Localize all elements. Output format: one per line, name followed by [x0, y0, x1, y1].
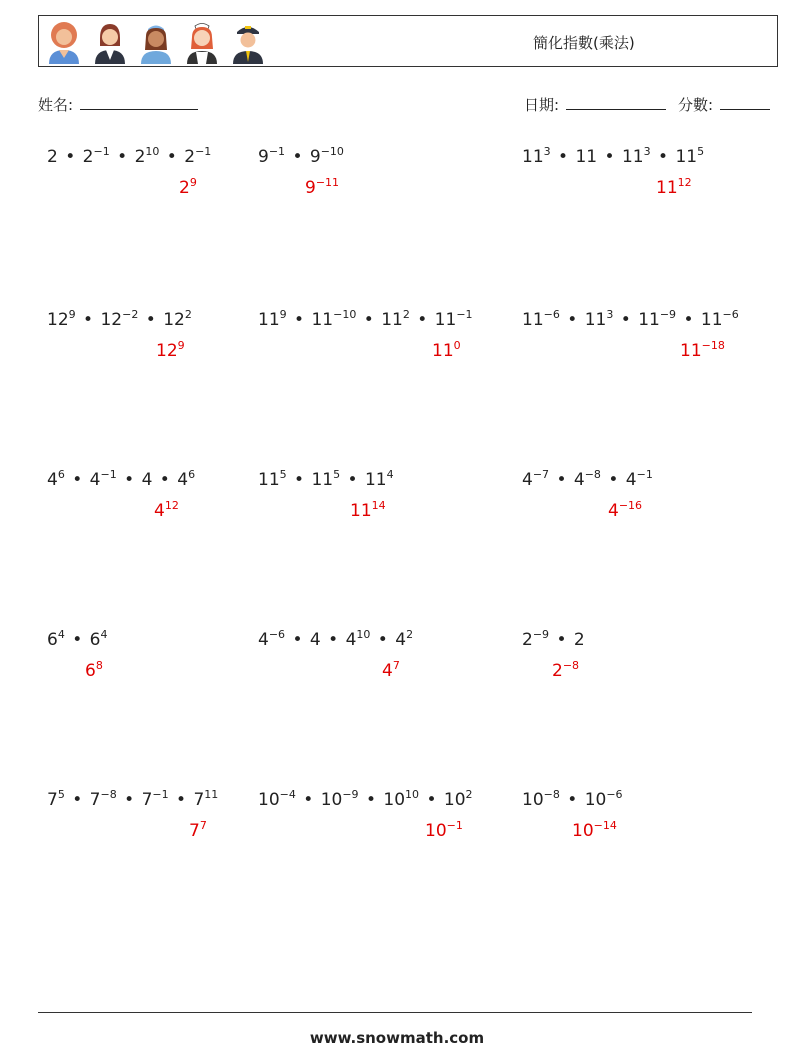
exponent: −6: [268, 628, 286, 641]
base: 11: [675, 147, 698, 167]
exponent: −8: [100, 788, 117, 801]
base: 9: [258, 147, 269, 167]
power-term: [47, 310, 76, 330]
multiply-dot: •: [161, 147, 183, 167]
answer-power: [85, 661, 103, 681]
exponent: 6: [57, 468, 65, 481]
problem-expression: [522, 630, 585, 650]
answer-power: [425, 821, 463, 841]
power-term: [585, 790, 623, 810]
power-term: [142, 790, 169, 810]
exponent: 10: [405, 788, 420, 801]
base: 10: [522, 790, 544, 810]
problem-expression: [258, 147, 344, 167]
power-term: [47, 470, 65, 490]
base: 11: [258, 470, 280, 490]
multiply-dot: •: [602, 470, 624, 490]
answer-power: [156, 341, 185, 361]
date-label: 日期:: [524, 96, 560, 114]
exponent: −18: [701, 339, 725, 352]
problem-expression: [47, 790, 218, 810]
base: 4: [573, 470, 585, 490]
exponent: −9: [659, 308, 677, 321]
power-term: [310, 630, 321, 650]
base: 11: [522, 147, 544, 167]
power-term: [90, 630, 108, 650]
base: 4: [141, 470, 153, 490]
power-term: [47, 790, 65, 810]
multiply-dot: •: [652, 147, 674, 167]
score-field: [678, 94, 770, 115]
base: 7: [189, 821, 200, 841]
power-term: [258, 310, 287, 330]
exponent: −8: [562, 659, 580, 672]
nurse-avatar-icon: [137, 20, 175, 64]
multiply-dot: •: [118, 470, 140, 490]
power-term: [163, 310, 192, 330]
base: 4: [395, 630, 407, 650]
multiply-dot: •: [287, 147, 308, 167]
exponent: 4: [100, 628, 108, 641]
power-term: [100, 310, 138, 330]
exponent: 2: [184, 308, 192, 321]
problem-expression: [47, 630, 108, 650]
base: 2: [552, 661, 563, 681]
power-term: [574, 630, 585, 650]
multiply-dot: •: [170, 790, 192, 810]
answer-power: [350, 501, 386, 521]
base: 2: [179, 178, 190, 198]
base: 4: [608, 501, 619, 521]
footer-url: www.snowmath.com: [309, 1029, 485, 1047]
power-term: [47, 147, 58, 167]
answer: [425, 821, 463, 841]
power-term: [258, 470, 287, 490]
base: 11: [700, 310, 723, 330]
exponent: 11: [204, 788, 219, 801]
multiply-dot: •: [358, 310, 380, 330]
base: 12: [47, 310, 69, 330]
power-term: [258, 790, 296, 810]
answer: [85, 661, 103, 681]
base: 7: [47, 790, 58, 810]
exponent: 2: [406, 628, 414, 641]
power-term: [142, 470, 153, 490]
date-line[interactable]: [566, 95, 666, 110]
base: 10: [320, 790, 343, 810]
answer: [156, 341, 185, 361]
exponent: 3: [543, 145, 551, 158]
exponent: −8: [543, 788, 560, 801]
exponent: 4: [386, 468, 394, 481]
power-term: [383, 790, 419, 810]
exponent: −7: [532, 468, 550, 481]
power-term: [701, 310, 739, 330]
base: 4: [625, 470, 637, 490]
exponent: −1: [268, 145, 286, 158]
exponent: 4: [57, 628, 65, 641]
base: 9: [305, 178, 316, 198]
multiply-dot: •: [66, 790, 88, 810]
power-term: [381, 310, 410, 330]
exponent: −14: [593, 819, 617, 832]
base: 11: [350, 501, 372, 521]
date-field: [524, 94, 666, 115]
multiply-dot: •: [561, 790, 583, 810]
exponent: 2: [465, 788, 473, 801]
multiply-dot: •: [342, 470, 363, 490]
exponent: −1: [456, 308, 473, 321]
answer: [305, 178, 339, 198]
multiply-dot: •: [140, 310, 162, 330]
base: 2: [184, 147, 196, 167]
base: 11: [522, 310, 544, 330]
businesswoman-avatar-icon: [91, 20, 129, 64]
exponent: −8: [584, 468, 601, 481]
power-term: [90, 470, 117, 490]
power-term: [177, 470, 195, 490]
maid-avatar-icon: [183, 20, 221, 64]
exponent: −10: [320, 145, 344, 158]
base: 2: [47, 147, 58, 167]
base: 4: [154, 501, 165, 521]
base: 2: [134, 147, 146, 167]
answer: [179, 178, 197, 198]
answer-power: [608, 501, 642, 521]
answer: [432, 341, 461, 361]
power-term: [626, 470, 653, 490]
exponent: −9: [532, 628, 550, 641]
multiply-dot: •: [154, 470, 176, 490]
footer-divider: [38, 1012, 752, 1013]
exponent: 9: [68, 308, 76, 321]
score-line[interactable]: [720, 95, 770, 110]
base: 6: [47, 630, 58, 650]
answer-power: [189, 821, 207, 841]
exponent: −10: [333, 308, 357, 321]
multiply-dot: •: [66, 470, 88, 490]
power-term: [395, 630, 413, 650]
power-term: [258, 630, 285, 650]
exponent: 7: [199, 819, 207, 832]
base: 11: [381, 310, 403, 330]
exponent: −11: [315, 176, 340, 189]
base: 10: [584, 790, 607, 810]
multiply-dot: •: [421, 790, 442, 810]
avatar-strip: [45, 20, 267, 64]
name-field: [38, 94, 198, 115]
problem-expression: [47, 147, 211, 167]
exponent: −6: [543, 308, 560, 321]
answer-power: [680, 341, 725, 361]
base: 11: [621, 147, 644, 167]
base: 4: [47, 470, 58, 490]
power-term: [435, 310, 473, 330]
name-label: 姓名:: [38, 96, 74, 114]
name-line[interactable]: [80, 95, 198, 110]
power-term: [184, 147, 211, 167]
exponent: 9: [189, 176, 197, 189]
power-term: [47, 630, 65, 650]
base: 11: [575, 147, 598, 167]
base: 4: [177, 470, 189, 490]
base: 7: [193, 790, 205, 810]
power-term: [365, 470, 394, 490]
header-box: [38, 15, 778, 67]
multiply-dot: •: [322, 630, 344, 650]
base: 11: [584, 310, 607, 330]
woman-avatar-icon: [45, 20, 83, 64]
answer: [608, 501, 642, 521]
answer: [656, 178, 692, 198]
base: 11: [434, 310, 457, 330]
answer-power: [572, 821, 617, 841]
exponent: −4: [279, 788, 296, 801]
multiply-dot: •: [678, 310, 699, 330]
power-term: [522, 147, 551, 167]
answer: [154, 501, 179, 521]
base: 11: [311, 470, 334, 490]
power-term: [311, 310, 356, 330]
base: 4: [89, 470, 101, 490]
answer: [189, 821, 207, 841]
answer-power: [305, 178, 339, 198]
multiply-dot: •: [59, 147, 81, 167]
answer-power: [154, 501, 179, 521]
base: 11: [364, 470, 387, 490]
exponent: 5: [333, 468, 341, 481]
power-term: [83, 147, 110, 167]
exponent: 9: [279, 308, 287, 321]
base: 10: [572, 821, 594, 841]
power-term: [135, 147, 160, 167]
exponent: −1: [195, 145, 212, 158]
exponent: 0: [453, 339, 461, 352]
exponent: −1: [636, 468, 653, 481]
base: 12: [100, 310, 123, 330]
base: 4: [522, 470, 533, 490]
base: 4: [345, 630, 357, 650]
problem-expression: [522, 470, 653, 490]
base: 12: [156, 341, 178, 361]
base: 4: [382, 661, 393, 681]
answer: [350, 501, 386, 521]
exponent: −1: [152, 788, 169, 801]
base: 10: [443, 790, 466, 810]
multiply-dot: •: [552, 147, 574, 167]
exponent: −1: [446, 819, 463, 832]
exponent: 7: [392, 659, 400, 672]
score-label: 分數:: [678, 96, 714, 114]
exponent: 5: [697, 145, 705, 158]
power-term: [522, 630, 549, 650]
power-term: [638, 310, 676, 330]
exponent: 2: [402, 308, 410, 321]
base: 10: [383, 790, 406, 810]
power-term: [574, 470, 601, 490]
worksheet-title: 簡化指數(乘法): [533, 34, 635, 52]
multiply-dot: •: [372, 630, 394, 650]
exponent: −1: [100, 468, 117, 481]
problem-expression: [522, 790, 623, 810]
base: 6: [89, 630, 101, 650]
power-term: [622, 147, 651, 167]
multiply-dot: •: [615, 310, 637, 330]
exponent: −9: [342, 788, 359, 801]
exponent: −6: [722, 308, 739, 321]
base: 7: [89, 790, 101, 810]
exponent: −6: [606, 788, 623, 801]
answer: [680, 341, 725, 361]
answer-power: [656, 178, 692, 198]
exponent: 14: [371, 499, 386, 512]
problem-expression: [258, 790, 473, 810]
exponent: 10: [145, 145, 160, 158]
multiply-dot: •: [297, 790, 319, 810]
problem-expression: [258, 470, 394, 490]
answer: [552, 661, 579, 681]
problem-expression: [47, 310, 192, 330]
power-term: [193, 790, 218, 810]
base: 11: [258, 310, 280, 330]
multiply-dot: •: [551, 630, 572, 650]
answer-power: [382, 661, 400, 681]
exponent: −1: [93, 145, 110, 158]
base: 4: [309, 630, 321, 650]
base: 12: [163, 310, 185, 330]
power-term: [321, 790, 359, 810]
power-term: [258, 147, 285, 167]
answer-power: [552, 661, 579, 681]
answer-power: [432, 341, 461, 361]
base: 10: [258, 790, 280, 810]
exponent: 8: [95, 659, 103, 672]
base: 11: [638, 310, 660, 330]
power-term: [522, 470, 549, 490]
answer: [572, 821, 617, 841]
multiply-dot: •: [66, 630, 88, 650]
base: 4: [258, 630, 269, 650]
multiply-dot: •: [411, 310, 433, 330]
exponent: 5: [279, 468, 287, 481]
exponent: 5: [57, 788, 65, 801]
base: 10: [425, 821, 447, 841]
base: 2: [573, 630, 585, 650]
answer: [382, 661, 400, 681]
power-term: [585, 310, 614, 330]
power-term: [311, 470, 340, 490]
base: 11: [680, 341, 702, 361]
power-term: [575, 147, 597, 167]
multiply-dot: •: [551, 470, 572, 490]
base: 6: [85, 661, 96, 681]
base: 2: [522, 630, 533, 650]
base: 9: [309, 147, 321, 167]
problem-expression: [522, 310, 739, 330]
power-term: [675, 147, 704, 167]
power-term: [346, 630, 371, 650]
problem-expression: [258, 630, 413, 650]
exponent: 3: [606, 308, 614, 321]
problem-expression: [522, 147, 704, 167]
exponent: 12: [164, 499, 179, 512]
multiply-dot: •: [561, 310, 583, 330]
pilot-avatar-icon: [229, 20, 267, 64]
exponent: −16: [618, 499, 643, 512]
base: 2: [82, 147, 94, 167]
multiply-dot: •: [360, 790, 382, 810]
base: 7: [141, 790, 153, 810]
power-term: [310, 147, 344, 167]
exponent: 10: [356, 628, 371, 641]
power-term: [90, 790, 117, 810]
base: 11: [432, 341, 454, 361]
exponent: 12: [677, 176, 692, 189]
multiply-dot: •: [118, 790, 140, 810]
power-term: [444, 790, 473, 810]
multiply-dot: •: [599, 147, 620, 167]
answer-power: [179, 178, 197, 198]
power-term: [522, 790, 560, 810]
multiply-dot: •: [287, 630, 308, 650]
multiply-dot: •: [77, 310, 99, 330]
exponent: 3: [643, 145, 651, 158]
multiply-dot: •: [288, 310, 310, 330]
power-term: [522, 310, 560, 330]
base: 11: [656, 178, 678, 198]
exponent: 6: [188, 468, 196, 481]
multiply-dot: •: [111, 147, 133, 167]
base: 11: [311, 310, 334, 330]
exponent: 9: [177, 339, 185, 352]
exponent: −2: [122, 308, 139, 321]
problem-expression: [47, 470, 195, 490]
multiply-dot: •: [288, 470, 310, 490]
problem-expression: [258, 310, 473, 330]
